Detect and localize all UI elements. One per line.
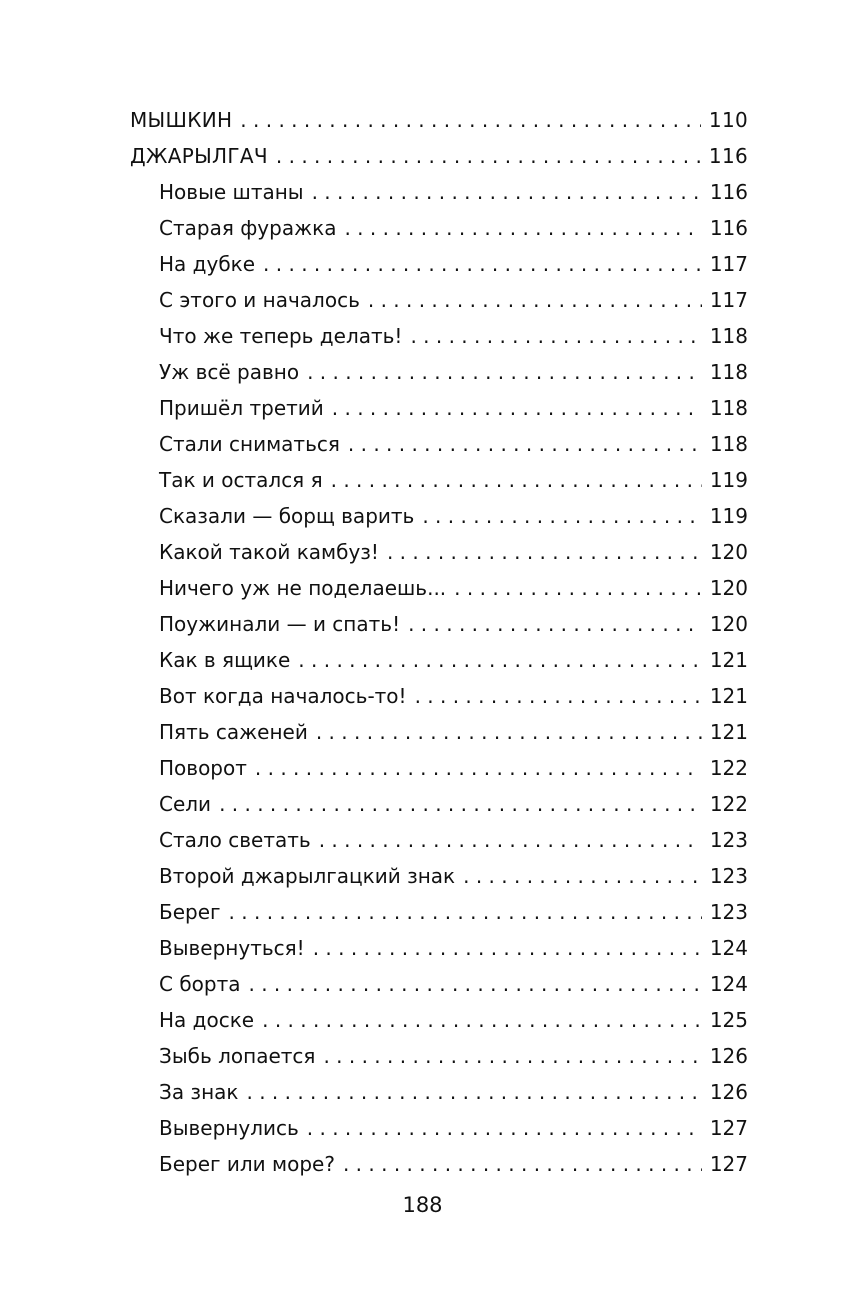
toc-entry-title: ДЖАРЫЛГАЧ (130, 144, 268, 168)
toc-entry-page: 110 (708, 108, 748, 132)
toc-entry-title: С этого и началось (159, 288, 360, 312)
toc-entry-title: Что же теперь делать! (159, 324, 403, 348)
dot-leader (319, 822, 702, 858)
toc-chapter-entry (130, 426, 748, 462)
toc-entry-title: Поворот (159, 756, 247, 780)
toc-entry-title: Вывернулись (159, 1116, 299, 1140)
dot-leader (307, 354, 702, 390)
toc-chapter-entry (130, 966, 748, 1002)
toc-chapter-entry (130, 858, 748, 894)
dot-leader (246, 1074, 701, 1110)
dot-leader (219, 786, 702, 822)
page-number: 188 (402, 1193, 443, 1217)
dot-leader (229, 894, 702, 930)
toc-section-entry (130, 138, 748, 174)
toc-chapter-entry (130, 642, 748, 678)
toc-entry-page: 118 (709, 324, 748, 348)
toc-entry-title: Зыбь лопается (159, 1044, 316, 1068)
toc-chapter-entry (130, 894, 748, 930)
dot-leader (410, 318, 701, 354)
toc-chapter-entry (130, 714, 748, 750)
toc-chapter-entry (130, 930, 748, 966)
dot-leader (332, 390, 702, 426)
toc-entry-title: Берег или море? (159, 1152, 335, 1176)
toc-entry-page: 119 (709, 468, 748, 492)
dot-leader (422, 498, 701, 534)
toc-entry-title: Как в ящике (159, 648, 291, 672)
toc-entry-title: Поужинали — и спать! (159, 612, 401, 636)
dot-leader (323, 1038, 701, 1074)
dot-leader (415, 678, 702, 714)
dot-leader (331, 462, 702, 498)
toc-entry-title: МЫШКИН (130, 108, 233, 132)
toc-chapter-entry (130, 570, 748, 606)
toc-entry-page: 116 (709, 216, 748, 240)
toc-entry-page: 126 (709, 1080, 748, 1104)
dot-leader (312, 174, 702, 210)
toc-chapter-entry (130, 318, 748, 354)
toc-entry-page: 118 (709, 360, 748, 384)
toc-chapter-entry (130, 1110, 748, 1146)
toc-entry-title: Старая фуражка (159, 216, 337, 240)
toc-entry-title: Пять саженей (159, 720, 308, 744)
dot-leader (463, 858, 702, 894)
toc-entry-page: 127 (709, 1116, 748, 1140)
toc-entry-title: Какой такой камбуз! (159, 540, 379, 564)
dot-leader (387, 534, 702, 570)
toc-entry-title: За знак (159, 1080, 239, 1104)
toc-entry-page: 123 (709, 864, 748, 888)
toc-chapter-entry (130, 1038, 748, 1074)
toc-entry-page: 121 (709, 720, 748, 744)
toc-entry-page: 122 (709, 756, 748, 780)
toc-entry-title: С борта (159, 972, 241, 996)
dot-leader (298, 642, 702, 678)
toc-entry-page: 124 (709, 936, 748, 960)
toc-entry-page: 123 (709, 900, 748, 924)
toc-entry-title: На доске (159, 1008, 255, 1032)
toc-entry-title: Вывернуться! (159, 936, 305, 960)
toc-entry-title: Новые штаны (159, 180, 304, 204)
dot-leader (262, 1002, 702, 1038)
toc-chapter-entry (130, 210, 748, 246)
dot-leader (263, 246, 702, 282)
dot-leader (348, 426, 702, 462)
toc-entry-title: Сели (159, 792, 212, 816)
toc-chapter-entry (130, 678, 748, 714)
toc-entry-title: Пришёл третий (159, 396, 324, 420)
toc-entry-page: 127 (709, 1152, 748, 1176)
toc-entry-page: 118 (709, 432, 748, 456)
toc-entry-title: На дубке (159, 252, 256, 276)
toc-chapter-entry (130, 282, 748, 318)
dot-leader (368, 282, 702, 318)
toc-entry-page: 116 (708, 144, 748, 168)
toc-entry-title: Уж всё равно (159, 360, 300, 384)
dot-leader (307, 1110, 702, 1146)
toc-entry-page: 123 (709, 828, 748, 852)
toc-entry-page: 117 (709, 252, 748, 276)
toc-section-entry (130, 102, 748, 138)
toc-chapter-entry (130, 822, 748, 858)
dot-leader (255, 750, 702, 786)
toc-chapter-entry (130, 606, 748, 642)
toc-entry-page: 120 (709, 576, 748, 600)
toc-entry-title: Берег (159, 900, 221, 924)
toc-chapter-entry (130, 1002, 748, 1038)
dot-leader (316, 714, 702, 750)
toc-chapter-entry (130, 786, 748, 822)
toc-chapter-entry (130, 1074, 748, 1110)
table-of-contents (130, 102, 748, 1182)
dot-leader (344, 210, 701, 246)
toc-entry-page: 118 (709, 396, 748, 420)
toc-entry-title: Стало светать (159, 828, 311, 852)
toc-entry-title: Сказали — борщ варить (159, 504, 415, 528)
toc-entry-page: 119 (709, 504, 748, 528)
toc-entry-page: 124 (709, 972, 748, 996)
toc-entry-page: 120 (709, 612, 748, 636)
toc-entry-title: Вот когда началось-то! (159, 684, 407, 708)
toc-entry-title: Так и остался я (159, 468, 323, 492)
toc-chapter-entry (130, 462, 748, 498)
toc-entry-page: 117 (709, 288, 748, 312)
toc-entry-page: 120 (709, 540, 748, 564)
toc-entry-page: 121 (709, 684, 748, 708)
toc-entry-title: Второй джарылгацкий знак (159, 864, 456, 888)
toc-chapter-entry (130, 390, 748, 426)
toc-entry-page: 116 (709, 180, 748, 204)
toc-entry-title: Стали сниматься (159, 432, 340, 456)
toc-chapter-entry (130, 246, 748, 282)
toc-chapter-entry (130, 354, 748, 390)
toc-entry-page: 121 (709, 648, 748, 672)
toc-entry-page: 125 (709, 1008, 748, 1032)
dot-leader (240, 102, 701, 138)
dot-leader (313, 930, 702, 966)
toc-chapter-entry (130, 174, 748, 210)
toc-chapter-entry (130, 498, 748, 534)
dot-leader (343, 1146, 702, 1182)
toc-chapter-entry (130, 1146, 748, 1182)
toc-entry-title: Ничего уж не поделаешь... (159, 576, 447, 600)
dot-leader (408, 606, 702, 642)
dot-leader (276, 138, 701, 174)
toc-entry-page: 126 (709, 1044, 748, 1068)
toc-chapter-entry (130, 750, 748, 786)
toc-entry-page: 122 (709, 792, 748, 816)
dot-leader (249, 966, 702, 1002)
toc-chapter-entry (130, 534, 748, 570)
dot-leader (454, 570, 702, 606)
